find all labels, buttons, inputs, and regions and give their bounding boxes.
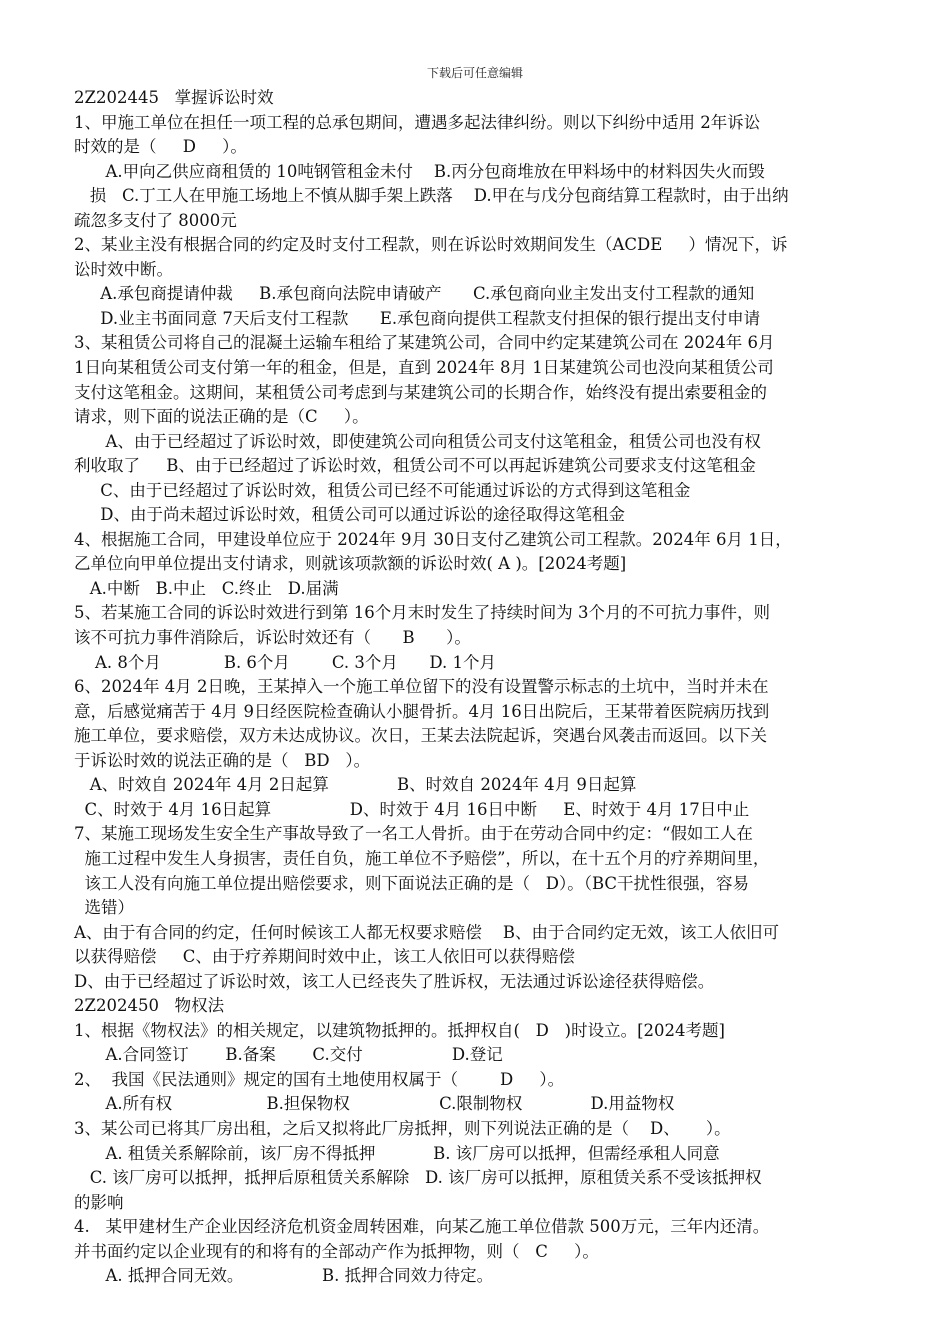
text-line: 5、若某施工合同的诉讼时效进行到第 16个月末时发生了持续时间为 3个月的不可抗力事件，则 xyxy=(74,603,770,623)
text-line: A. 抵押合同无效。 B. 抵押合同效力待定。 xyxy=(74,1266,494,1286)
document-body xyxy=(74,86,884,1289)
text-line: 并书面约定以企业现有的和将有的全部动产作为抵押物，则（ C ）。 xyxy=(74,1241,599,1261)
text-line: C、时效于 4月 16日起算 D、时效于 4月 16日中断 E、时效于 4月 17日中止 xyxy=(74,799,750,819)
text-line: D.业主书面同意 7天后支付工程款 E.承包商向提供工程款支付担保的银行提出支付申请 xyxy=(74,308,761,328)
page-header: 下载后可任意编辑 xyxy=(426,66,523,80)
text-line: 支付这笔租金。这期间，某租赁公司考虑到与某建筑公司的长期合作，始终没有提出索要租金的 xyxy=(74,382,767,402)
text-line: 3、某租赁公司将自己的混凝土运输车租给了某建筑公司，合同中约定某建筑公司在 2024年 6月 xyxy=(74,333,775,353)
text-line: A.所有权 B.担保物权 C.限制物权 D.用益物权 xyxy=(74,1094,675,1114)
text-line: A.合同签订 B.备案 C.交付 D.登记 xyxy=(74,1045,503,1065)
text-line: A、时效自 2024年 4月 2日起算 B、时效自 2024年 4月 9日起算 xyxy=(74,775,637,795)
text-line: 施工单位，要求赔偿，双方未达成协议。次日，王某去法院起诉，突遇台风袭击而返回。以下关 xyxy=(74,726,767,746)
text-line: 4. 某甲建材生产企业因经济危机资金周转困难，向某乙施工单位借款 500万元，三年内还清。 xyxy=(74,1217,770,1237)
text-line: A.中断 B.中止 C.终止 D.届满 xyxy=(74,578,339,598)
text-line: 1日向某租赁公司支付第一年的租金，但是，直到 2024年 8月 1日某建筑公司也没向某租赁公司 xyxy=(74,358,774,378)
text-line: 于诉讼时效的说法正确的是（ BD ）。 xyxy=(74,750,371,770)
text-line: 选错） xyxy=(74,898,134,918)
text-line: 施工过程中发生人身损害，责任自负，施工单位不予赔偿”，所以，在十五个月的疗养期间里， xyxy=(74,848,770,868)
text-line: A. 8个月 B. 6个月 C. 3个月 D. 1个月 xyxy=(74,652,497,672)
text-line: 以获得赔偿 C、由于疗养期间时效中止，该工人依旧可以获得赔偿 xyxy=(74,947,575,967)
text-line: 疏忽多支付了 8000元 xyxy=(74,210,237,230)
text-line: 时效的是（ D ）。 xyxy=(74,137,247,157)
text-line: 4、根据施工合同，甲建设单位应于 2024年 9月 30日支付乙建筑公司工程款。2024年 6月 1日， xyxy=(74,529,792,549)
text-line: 2、 我国《民法通则》规定的国有土地使用权属于（ D ）。 xyxy=(74,1069,565,1089)
text-line: 该工人没有向施工单位提出赔偿要求，则下面说法正确的是（ D）。（BC干扰性很强，容易 xyxy=(74,873,750,893)
text-line: 1、根据《物权法》的相关规定，以建筑物抵押的。抵押权自( D )时设立。[2024考题] xyxy=(74,1020,725,1040)
text-line: A、由于有合同的约定，任何时候该工人都无权要求赔偿 B、由于合同约定无效，该工人依旧可 xyxy=(74,922,780,942)
text-line: 的影响 xyxy=(74,1192,124,1212)
text-line: 6、2024年 4月 2日晚，王某掉入一个施工单位留下的没有设置警示标志的土坑中，当时并未在 xyxy=(74,677,769,697)
text-line: 讼时效中断。 xyxy=(74,259,173,279)
text-line: A.甲向乙供应商租赁的 10吨钢管租金未付 B.丙分包商堆放在甲料场中的材料因失火而毁 xyxy=(74,161,765,181)
text-line: C、由于已经超过了诉讼时效，租赁公司已经不可能通过诉讼的方式得到这笔租金 xyxy=(74,480,691,500)
text-line: 利收取了 B、由于已经超过了诉讼时效，租赁公司不可以再起诉建筑公司要求支付这笔租金 xyxy=(74,456,756,476)
text-line: A. 租赁关系解除前，该厂房不得抵押 B. 该厂房可以抵押，但需经承租人同意 xyxy=(74,1143,720,1163)
text-line: 2Z202450 物权法 xyxy=(74,996,225,1016)
text-line: 该不可抗力事件消除后，诉讼时效还有（ B ）。 xyxy=(74,628,471,648)
text-line: D、由于已经超过了诉讼时效，该工人已经丧失了胜诉权，无法通过诉讼途径获得赔偿。 xyxy=(74,971,715,991)
text-line: 1、甲施工单位在担任一项工程的总承包期间，遭遇多起法律纠纷。则以下纠纷中适用 2年诉讼 xyxy=(74,112,761,132)
text-line: D、由于尚未超过诉讼时效，租赁公司可以通过诉讼的途径取得这笔租金 xyxy=(74,505,625,525)
text-line: A、由于已经超过了诉讼时效，即使建筑公司向租赁公司支付这笔租金，租赁公司也没有权 xyxy=(74,431,761,451)
text-line: 2、某业主没有根据合同的约定及时支付工程款，则在诉讼时效期间发生（ACDE ）情况下，诉 xyxy=(74,235,788,255)
text-line: A.承包商提请仲裁 B.承包商向法院申请破产 C.承包商向业主发出支付工程款的通知 xyxy=(74,284,755,304)
text-line: 3、某公司已将其厂房出租，之后又拟将此厂房抵押，则下列说法正确的是（ D、 ）。 xyxy=(74,1118,731,1138)
text-line: C. 该厂房可以抵押，抵押后原租赁关系解除 D. 该厂房可以抵押，原租赁关系不受该抵押权 xyxy=(74,1168,762,1188)
text-line: 2Z202445 掌握诉讼时效 xyxy=(74,88,274,107)
text-line: 意，后感觉痛苦于 4月 9日经医院检查确认小腿骨折。4月 16日出院后，王某带着医院病历找到 xyxy=(74,701,770,721)
text-line: 请求，则下面的说法正确的是（C ）。 xyxy=(74,407,369,427)
text-line: 乙单位向甲单位提出支付请求，则就该项款额的诉讼时效( A )。[2024考题] xyxy=(74,554,627,574)
text-line: 7、某施工现场发生安全生产事故导致了一名工人骨折。由于在劳动合同中约定：“假如工人在 xyxy=(74,824,753,844)
text-line: 损 C.丁工人在甲施工场地上不慎从脚手架上跌落 D.甲在与戊分包商结算工程款时，由于出纳 xyxy=(74,186,789,206)
